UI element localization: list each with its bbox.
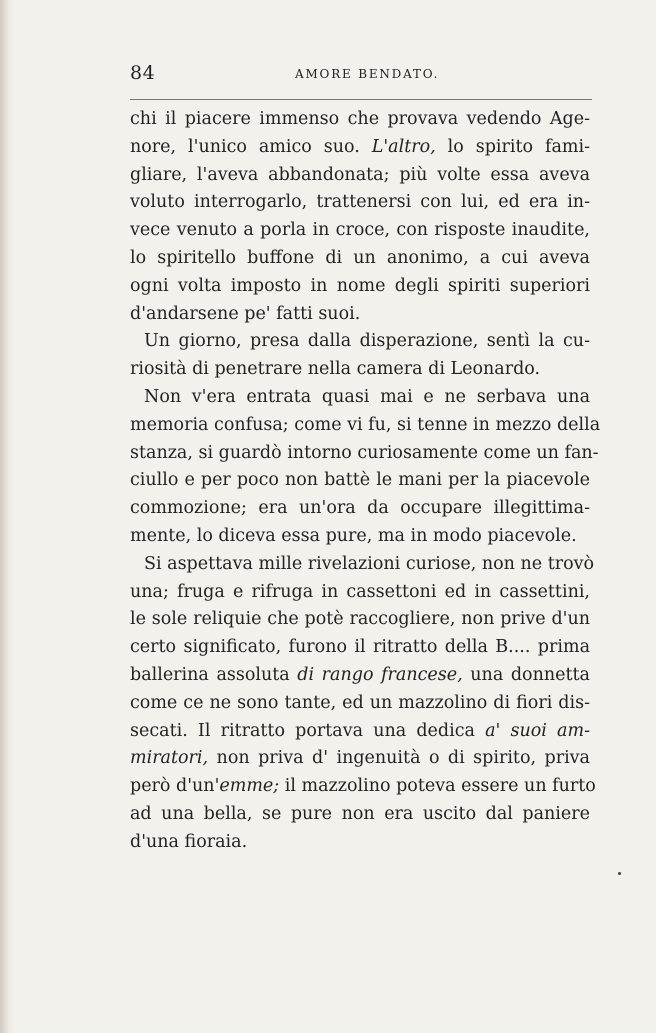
header-rule [130, 99, 592, 100]
text-line [130, 440, 599, 468]
text-line [130, 718, 590, 746]
text-segment: Si aspettava mille rivelazioni curiose, non ne trovò [144, 553, 595, 574]
text-segment: commozione; era un'ora da occupare illegittima- [130, 498, 590, 519]
text-segment: il mazzolino poteva essere un furto [279, 776, 596, 797]
text-segment: certo significato, furono il ritratto della B.... prima [130, 637, 590, 658]
text-segment: chi il piacere immenso che provava vedendo Age- [130, 109, 590, 129]
text-segment: lo spirito fami- [435, 136, 590, 157]
text-line [130, 245, 590, 273]
text-line [130, 662, 590, 690]
text-line [130, 745, 590, 773]
text-segment: d'una fioraia. [130, 831, 248, 852]
text-line [130, 495, 590, 523]
text-line [130, 189, 590, 217]
text-segment: mente, lo diceva essa pure, ma in modo piacevole. [130, 525, 577, 546]
margin-speck [618, 872, 621, 875]
text-line [130, 829, 590, 857]
text-segment: una donnetta [462, 664, 590, 685]
text-line [130, 801, 590, 829]
italic-phrase: miratori, [130, 748, 209, 769]
text-line [130, 162, 590, 190]
text-line [130, 412, 601, 440]
italic-phrase: di rango francese, [297, 664, 463, 685]
text-segment: d'andarsene pe' fatti suoi. [130, 303, 361, 324]
text-line [130, 579, 590, 607]
text-line [130, 134, 590, 162]
text-segment: ballerina assoluta [130, 664, 298, 685]
text-segment: le sole reliquie che potè raccogliere, non prive d'un [130, 609, 590, 630]
text-segment: voluto interrogarlo, trattenersi con lui, ed era in- [130, 192, 590, 213]
text-line [130, 523, 590, 551]
text-line [130, 467, 590, 495]
page-number: 84 [130, 62, 156, 84]
text-line [130, 634, 590, 662]
text-line [130, 301, 590, 329]
text-segment: come ce ne sono tante, ed un mazzolino di fiori dis- [130, 692, 590, 713]
text-line [130, 690, 590, 718]
text-segment: riosità di penetrare nella camera di Leonardo. [130, 359, 541, 380]
text-segment: nore, l'unico amico suo. [130, 136, 372, 157]
text-segment: memoria confusa; come vi fu, si tenne in mezzo della [130, 414, 601, 435]
text-line [130, 551, 595, 579]
text-segment: ogni volta imposto in nome degli spiriti superiori [130, 275, 590, 296]
text-line [130, 328, 590, 356]
text-segment: però d'un' [130, 776, 220, 797]
text-segment: Non v'era entrata quasi mai e ne serbava una [144, 386, 590, 407]
text-segment: gliare, l'aveva abbandonata; più volte essa aveva [130, 164, 590, 185]
text-segment: secati. Il ritratto portava una dedica [130, 720, 486, 741]
text-line [130, 606, 590, 634]
text-segment: una; fruga e rifruga in cassettoni ed in cassettini, [130, 581, 590, 602]
text-line [130, 356, 590, 384]
text-segment: Un giorno, presa dalla disperazione, sentì la cu- [144, 331, 590, 352]
running-title: AMORE BENDATO. [295, 67, 440, 81]
text-segment: ciullo e per poco non battè le mani per la piacevole [130, 470, 590, 491]
text-line [130, 773, 596, 801]
italic-phrase: emme; [219, 776, 280, 797]
text-segment: lo spiritello buffone di un anonimo, a cui aveva [130, 247, 590, 268]
text-segment: vece venuto a porla in croce, con risposte inaudite, [130, 220, 590, 241]
text-segment: non priva d' ingenuità o di spirito, priva [208, 748, 590, 769]
text-line [130, 384, 590, 412]
running-head [130, 62, 590, 90]
italic-phrase: L'altro, [371, 136, 436, 157]
text-line [130, 106, 590, 134]
italic-phrase: a' suoi am- [485, 720, 590, 741]
text-segment: ad una bella, se pure non era uscito dal paniere [130, 803, 590, 824]
text-segment: stanza, si guardò intorno curiosamente come un fan- [130, 442, 599, 463]
text-line [130, 217, 590, 245]
text-line [130, 273, 590, 301]
body-text [130, 106, 601, 857]
